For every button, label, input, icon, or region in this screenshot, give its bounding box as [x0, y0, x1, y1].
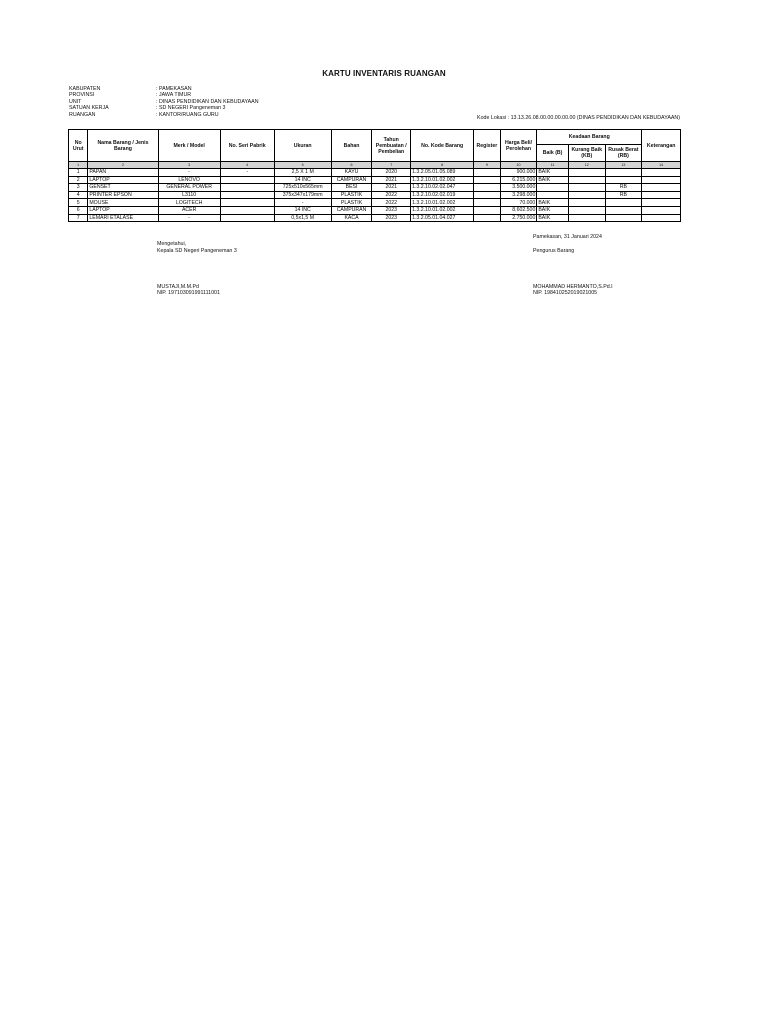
- cell-kode: 1.3.2.05.01.04.027: [411, 214, 474, 222]
- header-kode-barang: No. Kode Barang: [411, 130, 474, 162]
- column-number: 3: [158, 162, 220, 169]
- column-number: 7: [372, 162, 411, 169]
- kode-lokasi: Kode Lokasi : 13.13.26.08.00.00.00.00.00 (DINAS PENDIDIKAN DAN KEBUDAYAAN): [477, 115, 680, 121]
- cell-keterangan: [642, 214, 681, 222]
- cell-no: 5: [69, 199, 88, 207]
- meta-label: KABUPATEN: [69, 86, 101, 92]
- cell-no: 3: [69, 184, 88, 192]
- cell-baik: [537, 191, 569, 199]
- cell-ukuran: 14 INC: [274, 176, 331, 184]
- cell-no: 4: [69, 191, 88, 199]
- column-number: 14: [642, 162, 681, 169]
- column-number: 12: [568, 162, 605, 169]
- meta-label: SATUAN KERJA: [69, 105, 109, 112]
- cell-baik: BAIK: [537, 176, 569, 184]
- cell-kurang-baik: [568, 169, 605, 177]
- cell-kode: 1.3.2.10.01.02.002: [411, 199, 474, 207]
- cell-rusak-berat: [605, 199, 642, 207]
- cell-kode: 1.3.2.10.02.02.047: [411, 184, 474, 192]
- header-harga: Harga Beli/ Perolehan: [500, 130, 537, 162]
- header-keadaan-barang: Keadaan Barang: [537, 130, 642, 145]
- cell-merk: L3110: [158, 191, 220, 199]
- cell-bahan: CAMPURAN: [331, 206, 372, 214]
- cell-keterangan: [642, 176, 681, 184]
- cell-keterangan: [642, 184, 681, 192]
- custodian-signature: [533, 284, 613, 297]
- cell-bahan: KACA: [331, 214, 372, 222]
- cell-bahan: BESI: [331, 184, 372, 192]
- cell-ukuran: 375x347x179mm: [274, 191, 331, 199]
- cell-kode: 1.3.2.10.01.02.002: [411, 206, 474, 214]
- header-tahun: Tahun Pembuatan / Pembelian: [372, 130, 411, 162]
- cell-tahun: 2022: [372, 191, 411, 199]
- cell-merk: -: [158, 169, 220, 177]
- cell-bahan: PLASTIK: [331, 199, 372, 207]
- cell-keterangan: [642, 199, 681, 207]
- cell-harga: 70.000: [500, 199, 537, 207]
- cell-register: [474, 199, 500, 207]
- meta-value: : KANTOR/RUANG GURU: [156, 111, 219, 118]
- header-bahan: Bahan: [331, 130, 372, 162]
- cell-merk: LOGITECH: [158, 199, 220, 207]
- signature-left-block: [157, 241, 237, 255]
- cell-kode: 1.3.2.05.01.05.089: [411, 169, 474, 177]
- cell-merk: LENOVO: [158, 176, 220, 184]
- header-ukuran: Ukuran: [274, 130, 331, 162]
- cell-ukuran: -: [274, 199, 331, 207]
- signature-date: Pamekasan, 31 Januari 2024: [533, 234, 602, 240]
- cell-baik: [537, 184, 569, 192]
- table-row: [69, 176, 681, 184]
- header-keterangan: Keterangan: [642, 130, 681, 162]
- principal-title: Kepala SD Negeri Pangeneman 3: [157, 248, 237, 255]
- cell-kurang-baik: [568, 184, 605, 192]
- header-baik: Baik (B): [537, 145, 569, 162]
- meta-label: PROVINSI: [69, 92, 95, 99]
- custodian-name: MOHAMMAD HERMANTO,S.Pd.I: [533, 284, 613, 290]
- header-no-seri: No. Seri Pabrik: [220, 130, 274, 162]
- cell-harga: 6.215.000: [500, 176, 537, 184]
- meta-value: : DINAS PENDIDIKAN DAN KEBUDAYAAN: [156, 98, 259, 105]
- cell-tahun: 2023: [372, 206, 411, 214]
- column-number: 10: [500, 162, 537, 169]
- cell-tahun: 2023: [372, 214, 411, 222]
- cell-seri: [220, 184, 274, 192]
- column-number: 8: [411, 162, 474, 169]
- column-number: 2: [88, 162, 158, 169]
- cell-nama: LEMARI ETALASE: [88, 214, 158, 222]
- cell-bahan: CAMPURAN: [331, 176, 372, 184]
- cell-ukuran: 725x510x565mm: [274, 184, 331, 192]
- cell-bahan: KAYU: [331, 169, 372, 177]
- cell-nama: LAPTOP: [88, 206, 158, 214]
- cell-baik: BAIK: [537, 199, 569, 207]
- cell-tahun: 2022: [372, 199, 411, 207]
- cell-register: [474, 191, 500, 199]
- table-row: [69, 199, 681, 207]
- cell-nama: PRINTER EPSON: [88, 191, 158, 199]
- header-rusak-berat: Rusak Berat (RB): [605, 145, 642, 162]
- cell-kurang-baik: [568, 199, 605, 207]
- cell-ukuran: 0,5x1,5 M: [274, 214, 331, 222]
- column-number: 9: [474, 162, 500, 169]
- cell-harga: 2.750.000: [500, 214, 537, 222]
- cell-kode: 1.3.2.10.02.02.019: [411, 191, 474, 199]
- column-number: 1: [69, 162, 88, 169]
- header-nama-barang: Nama Barang / Jenis Barang: [88, 130, 158, 162]
- cell-nama: PAPAN: [88, 169, 158, 177]
- cell-no: 6: [69, 206, 88, 214]
- table-header-row: [69, 130, 681, 145]
- cell-register: [474, 206, 500, 214]
- column-number: 13: [605, 162, 642, 169]
- column-number-row: [69, 162, 681, 169]
- cell-harga: 3.500.000: [500, 184, 537, 192]
- cell-tahun: 2020: [372, 169, 411, 177]
- cell-rusak-berat: [605, 206, 642, 214]
- cell-bahan: PLASTIK: [331, 191, 372, 199]
- cell-register: [474, 184, 500, 192]
- cell-register: [474, 176, 500, 184]
- cell-harga: 900.000: [500, 169, 537, 177]
- cell-keterangan: [642, 206, 681, 214]
- column-number: 11: [537, 162, 569, 169]
- header-merk-model: Merk / Model: [158, 130, 220, 162]
- cell-tahun: 2021: [372, 184, 411, 192]
- cell-seri: -: [220, 169, 274, 177]
- table-row: [69, 169, 681, 177]
- cell-rusak-berat: [605, 176, 642, 184]
- meta-label: RUANGAN: [69, 111, 96, 118]
- cell-rusak-berat: [605, 214, 642, 222]
- inventory-table: [68, 129, 681, 222]
- header-info: [69, 86, 259, 118]
- meta-value: : SD NEGERI Pangeneman 3: [156, 105, 226, 112]
- cell-baik: BAIK: [537, 214, 569, 222]
- cell-rusak-berat: RB: [605, 184, 642, 192]
- header-kurang-baik: Kurang Baik (KB): [568, 145, 605, 162]
- cell-merk: GENERAL POWER: [158, 184, 220, 192]
- cell-merk: ACER: [158, 206, 220, 214]
- cell-no: 1: [69, 169, 88, 177]
- principal-name: MUSTAJI,M.M.Pd: [157, 284, 199, 290]
- cell-merk: -: [158, 214, 220, 222]
- cell-ukuran: 14 INC: [274, 206, 331, 214]
- custodian-title: Pengurus Barang: [533, 248, 575, 254]
- cell-baik: BAIK: [537, 169, 569, 177]
- principal-signature: [157, 284, 220, 297]
- cell-seri: [220, 176, 274, 184]
- cell-no: 2: [69, 176, 88, 184]
- cell-kurang-baik: [568, 176, 605, 184]
- cell-kode: 1.3.2.10.01.02.002: [411, 176, 474, 184]
- cell-register: [474, 214, 500, 222]
- cell-kurang-baik: [568, 191, 605, 199]
- column-number: 4: [220, 162, 274, 169]
- custodian-nip: NIP. 198410252019021005: [533, 290, 598, 297]
- cell-keterangan: [642, 191, 681, 199]
- meta-value: : JAWA TIMUR: [156, 92, 192, 99]
- cell-seri: [220, 206, 274, 214]
- header-no-urut: No Urut: [69, 130, 88, 162]
- cell-keterangan: [642, 169, 681, 177]
- table-row: [69, 214, 681, 222]
- cell-seri: [220, 191, 274, 199]
- cell-harga: 8.602.500: [500, 206, 537, 214]
- cell-kurang-baik: [568, 214, 605, 222]
- cell-register: [474, 169, 500, 177]
- cell-baik: BAIK: [537, 206, 569, 214]
- table-row: [69, 206, 681, 214]
- cell-nama: GENSET: [88, 184, 158, 192]
- cell-kurang-baik: [568, 206, 605, 214]
- page-title: KARTU INVENTARIS RUANGAN: [322, 69, 446, 78]
- column-number: 5: [274, 162, 331, 169]
- table-row: [69, 184, 681, 192]
- header-register: Register: [474, 130, 500, 162]
- principal-nip: NIP. 197103091991111001: [157, 290, 220, 297]
- cell-tahun: 2021: [372, 176, 411, 184]
- cell-seri: [220, 199, 274, 207]
- cell-ukuran: 2,5 X 1 M: [274, 169, 331, 177]
- meta-row-ruangan: [69, 112, 259, 118]
- cell-no: 7: [69, 214, 88, 222]
- column-number: 6: [331, 162, 372, 169]
- cell-seri: [220, 214, 274, 222]
- cell-harga: 3.298.000: [500, 191, 537, 199]
- cell-nama: LAPTOP: [88, 176, 158, 184]
- cell-nama: MOUSE: [88, 199, 158, 207]
- acknowledgement-label: Mengetahui,: [157, 241, 187, 247]
- table-row: [69, 191, 681, 199]
- cell-rusak-berat: [605, 169, 642, 177]
- meta-label: UNIT: [69, 98, 82, 105]
- cell-rusak-berat: RB: [605, 191, 642, 199]
- meta-value: : PAMEKASAN: [156, 86, 192, 92]
